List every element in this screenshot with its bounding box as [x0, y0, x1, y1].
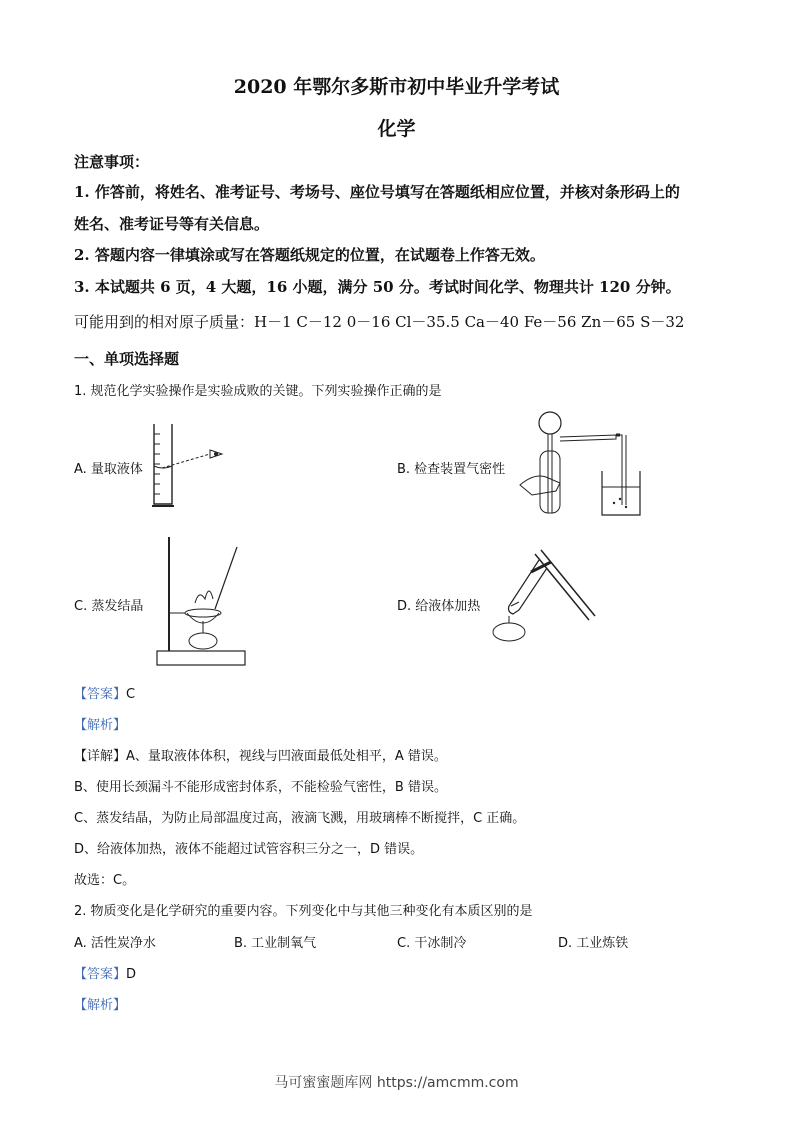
q1-conclusion: 故选：C。: [74, 873, 136, 888]
q2-answer-tag: 【答案】: [74, 967, 127, 982]
q1-detail-text: A、量取液体体积，视线与凹液面最低处相平，A 错误。: [126, 749, 447, 764]
notice-item-2: 2. 答题内容一律填涂或写在答题纸规定的位置，在试题卷上作答无效。: [74, 246, 545, 264]
notice-item-1-line2: 姓名、准考证号等有关信息。: [74, 215, 270, 233]
footer-watermark: 马可蜜蜜题库网 https://amcmm.com: [274, 1075, 519, 1091]
notice-item-3: 3. 本试题共 6 页，4 大题，16 小题，满分 50 分。考试时间化学、物理共计 120 分钟。: [74, 278, 681, 296]
q2-option-b: B. 工业制氧气: [234, 936, 317, 951]
q2-option-d: D. 工业炼铁: [558, 936, 629, 951]
q1-answer-tag: 【答案】: [74, 687, 127, 702]
q1-answer: [74, 683, 135, 702]
q2-answer: [74, 963, 136, 982]
notice-item-1-line1: 1. 作答前，将姓名、准考证号、考场号、座位号填写在答题纸相应位置，并核对条形码上的: [74, 183, 680, 201]
subject-title: 化学: [377, 118, 416, 140]
q1-option-a: A. 量取液体: [74, 462, 143, 477]
q2-analysis-tag: 【解析】: [74, 998, 127, 1013]
section-title: 一、单项选择题: [74, 350, 180, 368]
q1-option-b: B. 检查装置气密性: [397, 462, 506, 477]
q1-detail-line3: C、蒸发结晶，为防止局部温度过高，液滴飞溅，用玻璃棒不断搅拌，C 正确。: [74, 811, 526, 826]
q1-detail-line2: B、使用长颈漏斗不能形成密封体系，不能检验气密性，B 错误。: [74, 780, 447, 795]
airtightness-figure: [516, 405, 666, 520]
exam-title: 2020 年鄂尔多斯市初中毕业升学考试: [233, 76, 560, 98]
q1-option-d: D. 给液体加热: [397, 599, 481, 614]
heating-liquid-figure: [485, 548, 600, 653]
q1-analysis-tag: 【解析】: [74, 718, 127, 733]
q1-detail-line1: [74, 745, 447, 764]
q2-option-a: A. 活性炭净水: [74, 936, 156, 951]
q2-option-c: C. 干冰制冷: [397, 936, 467, 951]
q1-answer-value: C: [126, 687, 136, 702]
evaporation-figure: [155, 533, 250, 669]
q1-option-c: C. 蒸发结晶: [74, 599, 144, 614]
q1-detail-line4: D、给液体加热，液体不能超过试管容积三分之一，D 错误。: [74, 842, 424, 857]
q2-answer-value: D: [126, 967, 137, 982]
q1-stem: 1. 规范化学实验操作是实验成败的关键。下列实验操作正确的是: [74, 384, 442, 399]
q2-stem: 2. 物质变化是化学研究的重要内容。下列变化中与其他三种变化有本质区别的是: [74, 904, 533, 919]
notice-heading: 注意事项：: [74, 153, 150, 171]
atomic-masses: 可能用到的相对原子质量：H－1 C－12 0－16 Cl－35.5 Ca－40 Fe－56 Zn－65 S－32: [74, 313, 685, 331]
q1-detail-tag: 【详解】: [74, 749, 127, 764]
graduated-cylinder-figure: [148, 420, 228, 512]
